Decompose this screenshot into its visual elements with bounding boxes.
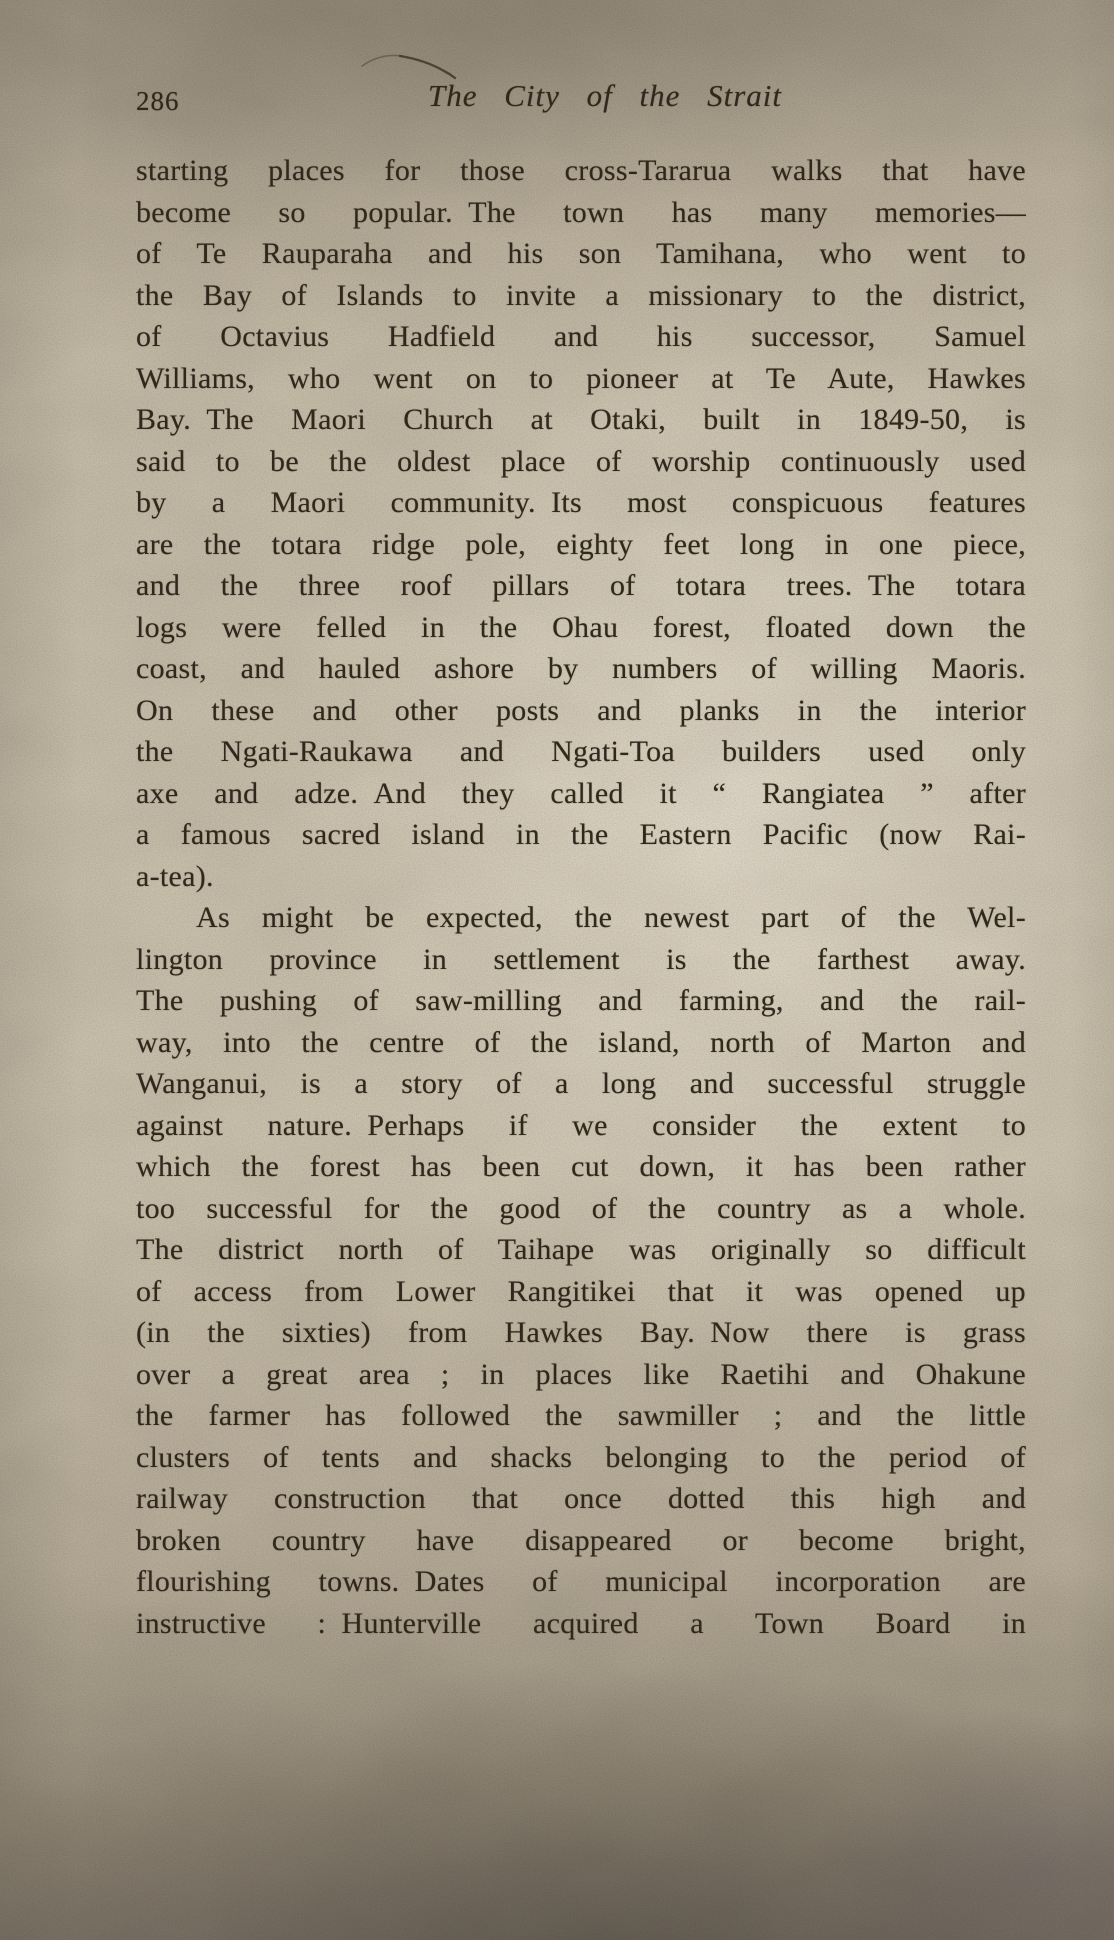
text-line: starting places for those cross-Tararua walks that have [136, 154, 1026, 187]
text-line: Williams, who went on to pioneer at Te Aute, Hawkes [136, 361, 1026, 395]
text-line: the Ngati-Raukawa and Ngati-Toa builders used only [136, 735, 1026, 768]
text-line: axe and adze. And they called it “ Rangiatea ” after [136, 776, 1026, 810]
text-line: On these and other posts and planks in the interior [136, 693, 1026, 727]
text-line: become so popular. The town has many memories— [136, 195, 1026, 229]
text-line: Bay. The Maori Church at Otaki, built in 1849-50, is [136, 403, 1026, 436]
text-line: The pushing of saw-milling and farming, and the rail- [136, 984, 1026, 1017]
text-line: of Te Rauparaha and his son Tamihana, who went to [136, 237, 1026, 270]
text-line: a-tea). [136, 859, 214, 893]
text-line: way, into the centre of the island, north of Marton and [136, 1025, 1026, 1059]
text-line: and the three roof pillars of totara trees. The totara [136, 569, 1026, 602]
text-line: the farmer has followed the sawmiller ; and the little [136, 1399, 1026, 1432]
body-text [136, 150, 1026, 1644]
text-line: As might be expected, the newest part of the Wel- [196, 901, 1026, 934]
text-line: The district north of Taihape was originally so difficult [136, 1233, 1026, 1266]
text-line: said to be the oldest place of worship continuously used [136, 444, 1026, 478]
text-line: of access from Lower Rangitikei that it was opened up [136, 1274, 1026, 1308]
running-title: The City of the Strait [427, 78, 783, 113]
text-line: over a great area ; in places like Raetihi and Ohakune [136, 1357, 1026, 1391]
text-line: flourishing towns. Dates of municipal incorporation are [136, 1565, 1026, 1598]
text-line: (in the sixties) from Hawkes Bay. Now there is grass [136, 1316, 1026, 1349]
text-line: clusters of tents and shacks belonging to the period of [136, 1440, 1026, 1474]
text-line: the Bay of Islands to invite a missionary to the district, [136, 278, 1026, 312]
text-line: a famous sacred island in the Eastern Pacific (now Rai- [136, 818, 1026, 851]
text-line: broken country have disappeared or become bright, [136, 1523, 1026, 1557]
text-line: of Octavius Hadfield and his successor, Samuel [136, 320, 1026, 353]
text-line: logs were felled in the Ohau forest, floated down the [136, 610, 1026, 644]
page-number: 286 [136, 86, 180, 116]
text-line: are the totara ridge pole, eighty feet long in one piece, [136, 527, 1026, 561]
text-line: too successful for the good of the country as a whole. [136, 1191, 1026, 1225]
text-line: coast, and hauled ashore by numbers of willing Maoris. [136, 652, 1026, 685]
text-line: Wanganui, is a story of a long and successful struggle [136, 1067, 1026, 1100]
text-line: which the forest has been cut down, it has been rather [136, 1150, 1026, 1183]
text-line: lington province in settlement is the farthest away. [136, 942, 1026, 976]
text-line: instructive : Hunterville acquired a Town Board in [136, 1606, 1026, 1640]
text-line: by a Maori community. Its most conspicuous features [136, 486, 1026, 519]
text-line: railway construction that once dotted this high and [136, 1482, 1026, 1515]
text-line: against nature. Perhaps if we consider the extent to [136, 1108, 1026, 1142]
